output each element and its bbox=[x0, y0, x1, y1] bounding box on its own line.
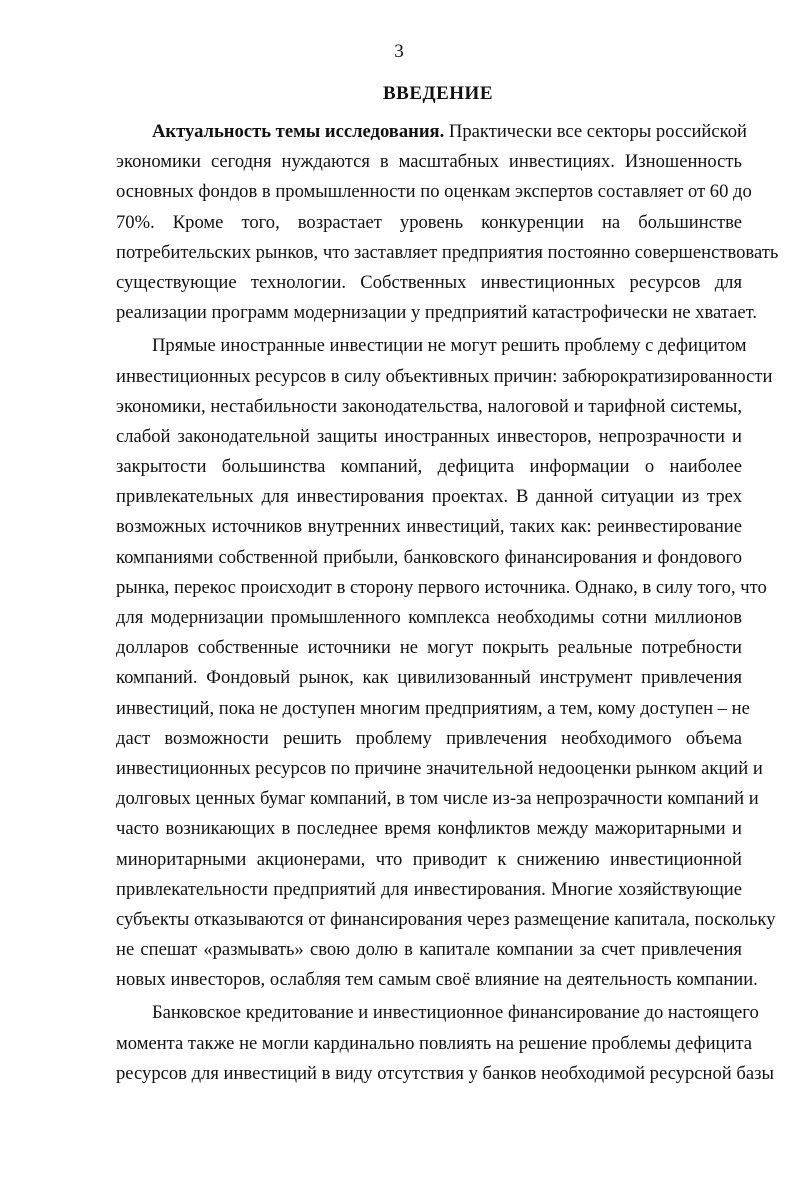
text-line: компаний. Фондовый рынок, как цивилизованный инструмент привлечения bbox=[116, 667, 742, 689]
paragraph-foreign-investment bbox=[116, 331, 776, 995]
text-line: закрытости большинства компаний, дефицита информации о наиболее bbox=[116, 456, 742, 478]
text-line: новых инвесторов, ослабляя тем самым своё влияние на деятельность компании. bbox=[116, 969, 758, 991]
section-heading: ВВЕДЕНИЕ bbox=[383, 83, 493, 104]
text-line: Банковское кредитование и инвестиционное финансирование до настоящего bbox=[152, 1002, 759, 1024]
text-line: компаниями собственной прибыли, банковского финансирования и фондового bbox=[116, 546, 742, 568]
relevance-lead: Актуальность темы исследования. bbox=[152, 121, 445, 142]
text-line: для модернизации промышленного комплекса необходимы сотни миллионов bbox=[116, 607, 742, 628]
text-line: экономики, нестабильности законодательства, налоговой и тарифной системы, bbox=[116, 395, 742, 417]
text-line: потребительских рынков, что заставляет предприятия постоянно совершенствовать bbox=[116, 241, 779, 263]
text-line: Прямые иностранные инвестиции не могут решить проблему с дефицитом bbox=[152, 335, 747, 357]
text-line: даст возможности решить проблему привлечения необходимого объема bbox=[116, 727, 742, 749]
text-line: существующие технологии. Собственных инвестиционных ресурсов для bbox=[116, 271, 742, 293]
text-line: рынка, перекос происходит в сторону первого источника. Однако, в силу того, что bbox=[116, 576, 767, 598]
text-line: Актуальность темы исследования. Практически все секторы российской bbox=[152, 121, 747, 142]
text-line: слабой законодательной защиты иностранных инвесторов, непрозрачности и bbox=[116, 425, 742, 447]
text-line: привлекательности предприятий для инвестирования. Многие хозяйствующие bbox=[116, 878, 742, 900]
text-line: инвестиционных ресурсов в силу объективных причин: забюрократизированности bbox=[116, 365, 773, 387]
text-line: часто возникающих в последнее время конфликтов между мажоритарными и bbox=[116, 818, 742, 840]
text-line: ресурсов для инвестиций в виду отсутствия у банков необходимой ресурсной базы bbox=[116, 1062, 774, 1084]
text-line: 70%. Кроме того, возрастает уровень конкуренции на большинстве bbox=[116, 211, 742, 233]
text-line: возможных источников внутренних инвестиций, таких как: реинвестирование bbox=[116, 516, 742, 538]
text-line: долговых ценных бумаг компаний, в том числе из-за непрозрачности компаний и bbox=[116, 788, 759, 810]
text-line: долларов собственные источники не могут покрыть реальные потребности bbox=[116, 637, 742, 659]
paragraph-relevance bbox=[116, 117, 779, 328]
text-line: основных фондов в промышленности по оценкам экспертов составляет от 60 до bbox=[116, 181, 752, 203]
text-line: экономики сегодня нуждаются в масштабных инвестициях. Изношенность bbox=[116, 151, 742, 173]
text-line: субъекты отказываются от финансирования через размещение капитала, поскольку bbox=[116, 908, 776, 930]
paragraph-bank-lending bbox=[116, 998, 774, 1089]
text-line: инвестиционных ресурсов по причине значительной недооценки рынком акций и bbox=[116, 757, 763, 779]
body-text bbox=[116, 117, 779, 1092]
page-number: 3 bbox=[394, 41, 404, 62]
text-line: привлекательных для инвестирования проектах. В данной ситуации из трех bbox=[116, 486, 742, 508]
text-line: миноритарными акционерами, что приводит к снижению инвестиционной bbox=[116, 848, 742, 870]
text-line: инвестиций, пока не доступен многим предприятиям, а тем, кому доступен – не bbox=[116, 697, 750, 719]
text-line: реализации программ модернизации у предприятий катастрофически не хватает. bbox=[116, 302, 758, 324]
text-line: момента также не могли кардинально повлиять на решение проблемы дефицита bbox=[116, 1032, 753, 1054]
text-line: не спешат «размывать» свою долю в капитале компании за счет привлечения bbox=[116, 939, 742, 961]
